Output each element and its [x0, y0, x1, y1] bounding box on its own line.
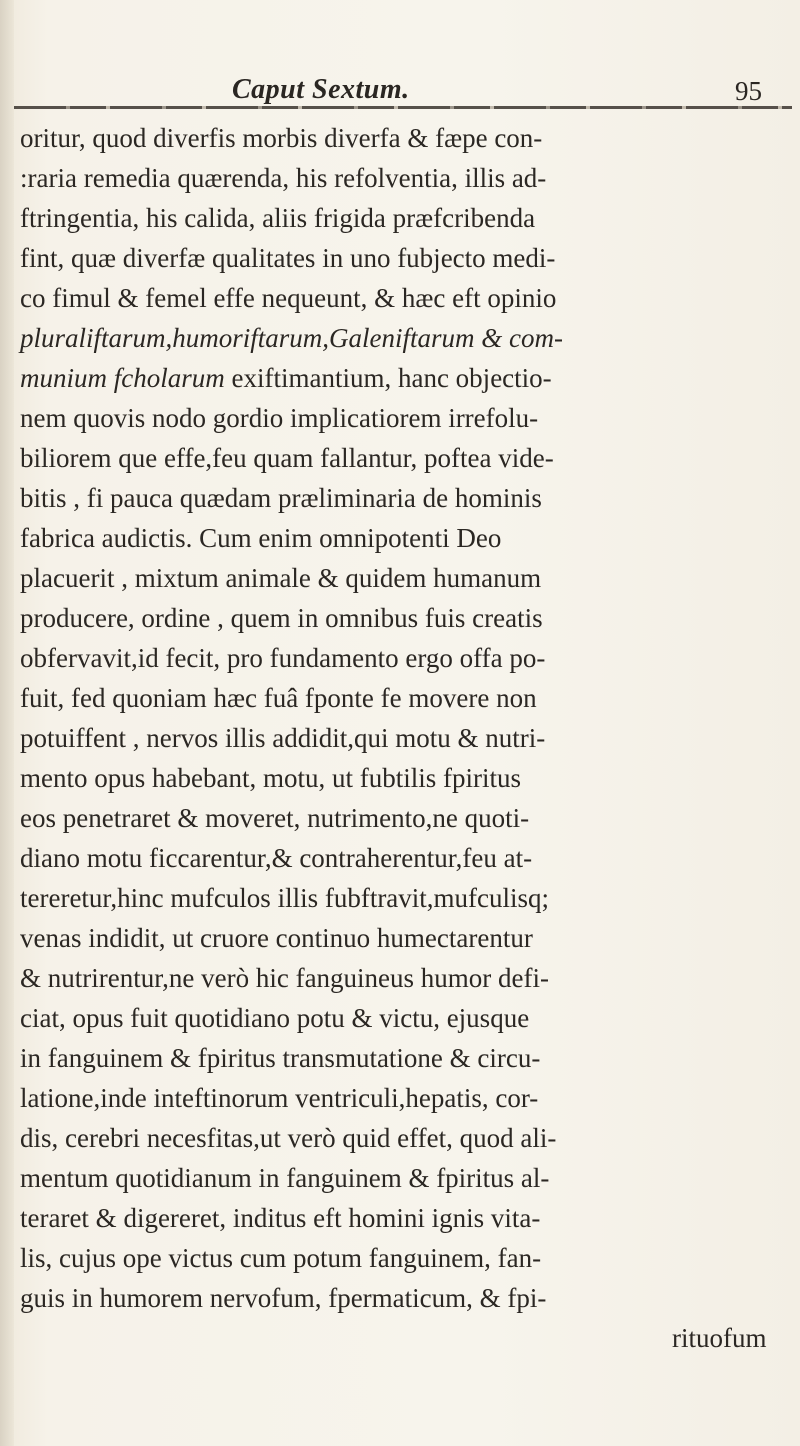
- text-line: [20, 358, 552, 398]
- text-line: dis, cerebri necesfitas,ut verò quid effet, quod ali-: [20, 1123, 557, 1153]
- text-line: eos penetraret & moveret, nutrimento,ne quoti-: [20, 803, 530, 833]
- text-line: ciat, opus fuit quotidiano potu & victu, ejusque: [20, 1003, 530, 1033]
- text-line: mento opus habebant, motu, ut fubtilis fpiritus: [20, 763, 521, 793]
- line-rest: exiftimantium, hanc objectio-: [224, 363, 552, 393]
- text-line: guis in humorem nervofum, fpermaticum, & fpi-: [20, 1283, 547, 1313]
- text-line: teraret & digereret, inditus eft homini ignis vita-: [20, 1203, 541, 1233]
- text-line: nem quovis nodo gordio implicatiorem irrefolu-: [20, 403, 539, 433]
- italic-text: pluraliftarum,humoriftarum,Galeniftarum & com-: [20, 323, 564, 353]
- text-line: :raria remedia quærenda, his refolventia, illis ad-: [20, 163, 547, 193]
- text-line: oritur, quod diverfis morbis diverfa & fæpe con-: [20, 123, 543, 153]
- header-rule: [14, 106, 792, 109]
- page-number: 95: [735, 76, 762, 106]
- text-line: ftringentia, his calida, aliis frigida præfcribenda: [20, 203, 536, 233]
- text-line: [20, 318, 563, 358]
- text-line: obfervavit,id fecit, pro fundamento ergo offa po-: [20, 643, 546, 673]
- catchword: rituofum: [672, 1323, 767, 1353]
- text-line: fint, quæ diverfæ qualitates in uno fubjecto medi-: [20, 243, 556, 273]
- italic-text: munium fcholarum: [20, 363, 225, 393]
- text-line: potuiffent , nervos illis addidit,qui motu & nutri-: [20, 723, 546, 753]
- text-line: biliorem que effe,feu quam fallantur, poftea vide-: [20, 443, 554, 473]
- text-line: lis, cujus ope victus cum potum fanguinem, fan-: [20, 1243, 542, 1273]
- text-line: latione,inde inteftinorum ventriculi,hepatis, cor-: [20, 1083, 539, 1113]
- text-line: bitis , fi pauca quædam præliminaria de hominis: [20, 483, 542, 513]
- text-line: in fanguinem & fpiritus transmutatione & circu-: [20, 1043, 541, 1073]
- text-line: & nutrirentur,ne verò hic fanguineus humor defi-: [20, 963, 550, 993]
- text-line: placuerit , mixtum animale & quidem humanum: [20, 563, 542, 593]
- text-line: tereretur,hinc mufculos illis fubftravit,mufculisq;: [20, 883, 550, 913]
- text-line: mentum quotidianum in fanguinem & fpiritus al-: [20, 1163, 550, 1193]
- text-line: venas indidit, ut cruore continuo humectarentur: [20, 923, 533, 953]
- text-line: fabrica audictis. Cum enim omnipotenti Deo: [20, 523, 502, 553]
- text-line: producere, ordine , quem in omnibus fuis creatis: [20, 603, 543, 633]
- running-title: Caput Sextum.: [232, 74, 410, 105]
- page-gutter: [0, 0, 14, 1446]
- text-line: diano motu ficcarentur,& contraherentur,feu at-: [20, 843, 533, 873]
- text-line: fuit, fed quoniam hæc fuâ fponte fe movere non: [20, 683, 537, 713]
- text-line: co fimul & femel effe nequeunt, & hæc eft opinio: [20, 283, 557, 313]
